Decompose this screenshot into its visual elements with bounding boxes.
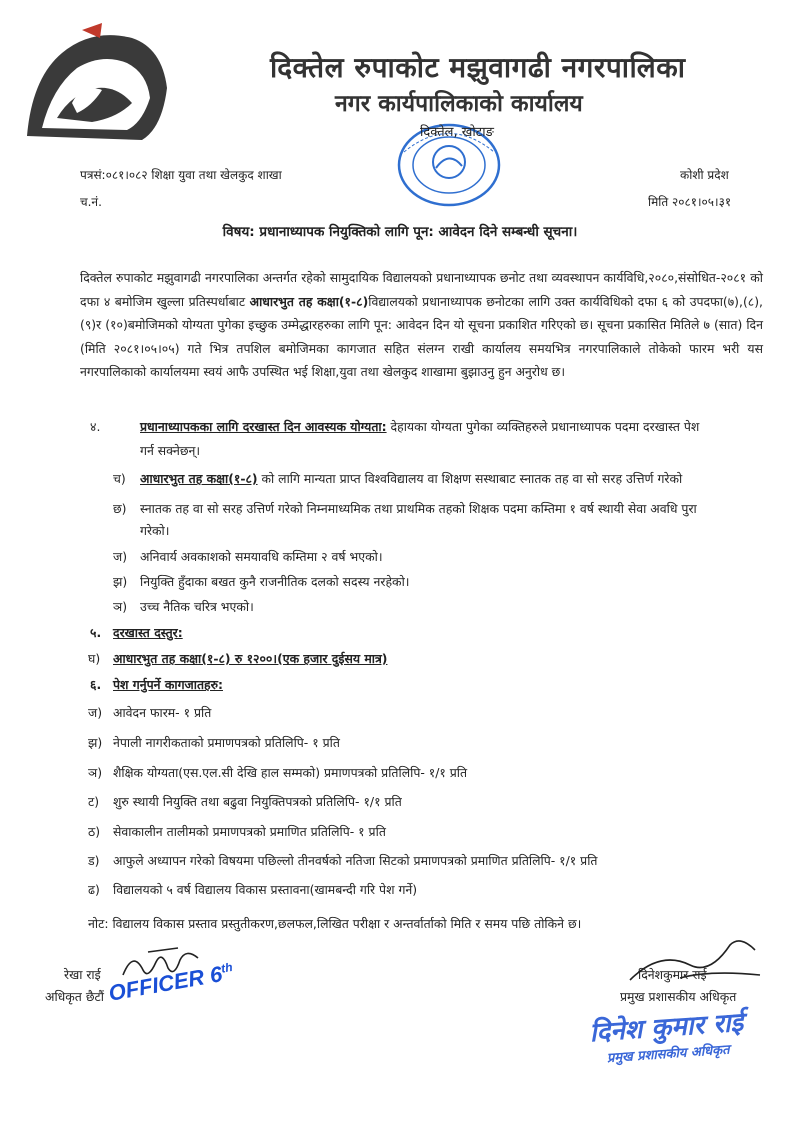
list-marker: ठ): [88, 824, 101, 839]
document-item: शैक्षिक योग्यता(एस.एल.सी देखि हाल सम्मको) प्रमाणपत्रको प्रतिलिपि- १/१ प्रति: [113, 765, 468, 780]
document-item: नेपाली नागरीकताको प्रमाणपत्रको प्रतिलिपि- १ प्रति: [113, 735, 340, 750]
intro-text-1: दिक्तेल रुपाकोट मझुवागढी नगरपालिका अन्तर्गत रहेको सामुदायिक विद्यालयको प्रधानाध्यापक छनोट तथा व्यवस्थापन कार्यविधि,२०८०,संसोधित-२०८१ को दफा ४ बमोजिम खुल्ला प्रतिस्पर्धाबाट: [80, 270, 763, 309]
intro-text-2: विद्यालयको प्रधानाध्यापक छनोटका लागि उक्त कार्यविधिको दफा ६ को उपदफा(७),(८),(९)र (१०)बमोजिमको योग्यता पुगेका इच्छुक उम्मेद्धारहरुका लागि पून: आवेदन दिन यो सूचना प्रकाशित गरिएको छ। सूचना प्रकासित मितिले ७ (सात) दिन (मिति २०८१।०५।०५) गते भित्र तपशिल बमोजिमका कागजात सहित संलग्न राखी कार्यालय समयभित्र नगरपालिकाले तोकेको फारम भरी यस नगरपालिकाको कार्यालयमा स्वयं आफै उपस्थित भई शिक्षा,युवा तथा खेलकुद शाखामा बुझाउनु हुन अनुरोध छ।: [80, 293, 764, 379]
document-item: शुरु स्थायी नियुक्ति तथा बढुवा नियुक्तिपत्रको प्रतिलिपि- १/१ प्रति: [113, 794, 402, 809]
footnote: नोट: विद्यालय विकास प्रस्ताव प्रस्तुतीकरण,छलफल,लिखित परीक्षा र अन्तर्वार्ताको मिति र समय पछि तोकिने छ।: [88, 916, 582, 931]
list-marker: ढ): [88, 882, 100, 897]
section6-number: ६.: [90, 677, 102, 692]
document-item: आफुले अध्यापन गरेको विषयमा पछिल्लो तीनवर्षको नतिजा सिटको प्रमाणपत्रको प्रमाणित प्रतिलिपि- १/१ प्रति: [113, 853, 598, 868]
document-item: सेवाकालीन तालीमको प्रमाणपत्रको प्रमाणित प्रतिलिपि- १ प्रति: [113, 824, 386, 839]
list-marker: ड): [88, 853, 100, 868]
list-marker: ञ): [88, 765, 103, 780]
right-signatory-name: दिनेशकुमार राई: [638, 967, 707, 982]
qualification-character: उच्च नैतिक चरित्र भएको।: [140, 599, 254, 614]
application-fee: आधारभुत तह कक्षा(१-८) रु १२००।(एक हजार दुईसय मात्र): [113, 651, 388, 666]
section4-line1: [140, 418, 699, 435]
office-address: दिक्तेल, खोटाङ: [420, 125, 494, 140]
section6-heading: पेश गर्नुपर्ने कागजातहरु:: [113, 677, 223, 692]
list-marker: ञ): [113, 599, 128, 614]
officer-stamp-text: OFFICER 6: [106, 961, 225, 1006]
qualification-level: आधारभुत तह कक्षा(१-८): [140, 471, 258, 486]
qualification-text: को लागि मान्यता प्राप्त विश्वविद्यालय वा शिक्षण सस्थाबाट स्नातक तह वा सो सरह उत्तिर्ण गरेको: [257, 471, 683, 486]
section5-number: ५.: [90, 625, 102, 640]
list-marker: छ): [113, 501, 127, 516]
left-signatory-name: रेखा राई: [64, 967, 101, 982]
section4-number: ४.: [90, 419, 101, 434]
intro-paragraph: [80, 266, 763, 384]
list-marker: झ): [113, 574, 128, 589]
list-marker: झ): [88, 735, 103, 750]
notice-subject: विषय: प्रधानाध्यापक नियुक्तिको लागि पून: आवेदन दिने सम्बन्धी सूचना।: [222, 224, 578, 240]
qualification-experience-cont: गरेको।: [140, 523, 170, 538]
qualification-retirement: अनिवार्य अवकाशको समयावधि कम्तिमा २ वर्ष भएको।: [140, 549, 383, 564]
cao-stamp-name: दिनेश कुमार राई: [588, 1007, 745, 1049]
qualification-experience: स्नातक तह वा सो सरह उत्तिर्ण गरेको निम्नमाध्यमिक तथा प्राथमिक तहको शिक्षक पदमा कम्तिमा १ वर्ष स्थायी सेवा अवधि पुरा: [140, 501, 697, 516]
cao-stamp-title: प्रमुख प्रशासकीय अधिकृत: [606, 1042, 731, 1067]
dispatch-number: च.नं.: [80, 195, 102, 209]
list-marker: ज): [88, 705, 103, 720]
qualification-political: नियुक्ति हुँदाका बखत कुनै राजनीतिक दलको सदस्य नरहेको।: [140, 574, 410, 589]
cao-stamp: [588, 1003, 745, 1068]
list-marker: घ): [88, 651, 101, 666]
qualification-degree: [140, 470, 682, 487]
section4-heading: प्रधानाध्यापकका लागि दरखास्त दिन आवस्यक योग्यता:: [140, 419, 387, 434]
document-item: विद्यालयको ५ वर्ष विद्यालय विकास प्रस्तावना(खामबन्दी गरि पेश गर्ने): [113, 882, 418, 897]
document-item: आवेदन फारम- १ प्रति: [113, 705, 212, 720]
section4-desc: देहायका योग्यता पुगेका व्यक्तिहरुले प्रधानाध्यापक पदमा दरखास्त पेश: [390, 419, 700, 434]
municipality-logo: [22, 18, 172, 148]
right-signatory-title: प्रमुख प्रशासकीय अधिकृत: [620, 989, 737, 1004]
notice-date: मिति २०८१।०५।३१: [648, 195, 732, 209]
list-marker: ट): [88, 794, 100, 809]
reference-number: पत्रसं:०८१।०८२ शिक्षा युवा तथा खेलकुद शाखा: [80, 168, 282, 182]
officer-stamp-sup: th: [219, 959, 234, 976]
section5-heading: दरखास्त दस्तुर:: [113, 625, 183, 640]
title-municipality: दिक्तेल रुपाकोट मझुवागढी नगरपालिका: [270, 51, 686, 84]
province: कोशी प्रदेश: [680, 168, 729, 182]
intro-highlight: आधारभुत तह कक्षा(१-८): [249, 293, 369, 309]
section4-desc-cont: गर्न सक्नेछन्।: [140, 443, 201, 458]
list-marker: ज): [113, 549, 128, 564]
title-office: नगर कार्यपालिकाको कार्यालय: [335, 91, 583, 117]
left-signatory-title: अधिकृत छैटौं: [45, 989, 104, 1004]
list-marker: च): [113, 471, 126, 486]
